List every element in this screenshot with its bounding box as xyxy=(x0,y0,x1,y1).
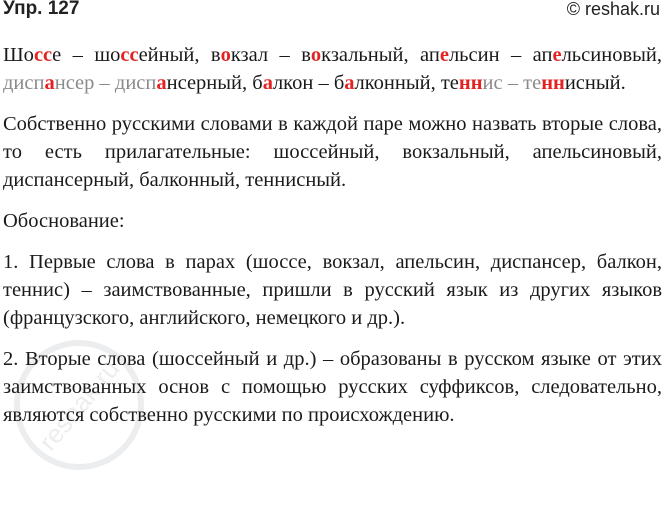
highlight-letters: о xyxy=(220,44,231,66)
pair-text: нсер – дисп xyxy=(54,72,157,94)
highlight-letters: о xyxy=(310,44,322,66)
highlight-letters: е xyxy=(439,44,449,66)
justification-label: Обоснование: xyxy=(3,210,125,232)
highlight-letters: а xyxy=(44,72,55,94)
pair-text: кзальный, ап xyxy=(321,44,440,66)
pair-text: лконный, те xyxy=(354,72,459,94)
pair-text: Шо xyxy=(3,44,34,66)
highlight-letters: е xyxy=(552,44,562,66)
answer-paragraph: Собственно русскими словами в каждой паре можно назвать вторые слова, то есть прилагательные: шоссейный, вокзальный, апельсиновый, диспансерный, балконный, теннисный. xyxy=(3,113,662,191)
page-header xyxy=(0,0,666,22)
highlight-letters: нн xyxy=(541,72,565,94)
highlight-letters: сс xyxy=(120,44,139,66)
pair-text: исный. xyxy=(564,72,626,94)
solution-body xyxy=(3,41,662,429)
pair-text: е – шо xyxy=(52,44,121,66)
pair-text: дисп xyxy=(3,72,45,94)
pair-text: кзал – в xyxy=(230,44,311,66)
exercise-title: Упр. 127 xyxy=(3,0,80,19)
watermark-text: reshak.ru xyxy=(32,353,126,457)
pair-text: лкон – б xyxy=(272,72,345,94)
pair-text: льсин – ап xyxy=(448,44,553,66)
pair-text: нсерный, б xyxy=(166,72,263,94)
highlight-letters: а xyxy=(156,72,167,94)
highlight-letters: а xyxy=(344,72,355,94)
highlight-letters: сс xyxy=(33,44,53,66)
pair-text: ейный, в xyxy=(138,44,221,66)
justification-point-2: 2. Вторые слова (шоссейный и др.) – образованы в русском языке от этих заимствованных основ с помощью русских суффиксов, следовательно, являются собственно русскими по происхождению. xyxy=(3,348,662,426)
justification-point-1: 1. Первые слова в парах (шоссе, вокзал, апельсин, диспансер, балкон, теннис) – заимствованные, пришли в русский язык из других языков (французского, английского, немецкого и др.). xyxy=(3,251,662,329)
copyright-text: © reshak.ru xyxy=(566,0,660,19)
pair-text: ис – те xyxy=(482,72,542,94)
pair-text: льсиновый, xyxy=(561,44,662,66)
word-pairs-paragraph xyxy=(3,41,662,97)
highlight-letters: нн xyxy=(458,72,483,94)
highlight-letters: а xyxy=(262,72,273,94)
